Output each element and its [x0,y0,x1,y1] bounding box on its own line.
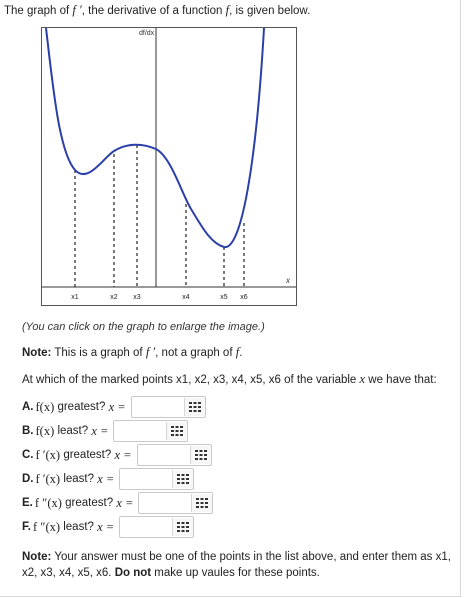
note-answer-format: Note: Your answer must be one of the points in the list above, and enter them as x1, x2, x3, x4, x5, x6. Do not make up vaules for these points. [22,551,451,579]
note-graph-of-fprime: Note: This is a graph of f ′, not a graph of f. [22,345,243,359]
question-b: B. f(x) least? x = [22,421,188,441]
answer-box-b [113,420,188,442]
marker-label-x6: x6 [240,294,248,301]
keypad-icon[interactable] [190,446,211,464]
marker-label-x3: x3 [133,294,141,301]
question-c: C. f ′(x) greatest? x = [22,445,212,465]
question-d: D. f ′(x) least? x = [22,469,194,489]
derivative-graph[interactable] [41,27,297,306]
keypad-icon[interactable] [166,422,187,440]
marker-label-x5: x5 [220,294,228,301]
answer-box-f [119,516,194,538]
answer-box-a [131,396,206,418]
question-f: F. f ″(x) least? x = [22,517,194,537]
graph-frame [42,28,297,306]
f-symbol: f [225,3,230,17]
marker-label-x2: x2 [110,294,118,301]
answer-box-e [138,492,213,514]
question-prompt: At which of the marked points x1, x2, x3, x4, x5, x6 of the variable x we have that: [22,372,437,386]
marker-label-x1: x1 [71,294,79,301]
keypad-icon[interactable] [172,518,193,536]
answer-box-c [137,444,212,466]
answer-input-e[interactable] [139,494,191,512]
intro-text: The graph of f ′, the derivative of a function f, is given below. [4,3,311,17]
keypad-icon[interactable] [184,398,205,416]
x-axis-label: x [286,276,290,285]
f-prime-symbol: f ′ [72,3,82,17]
answer-box-d [119,468,194,490]
marker-label-x4: x4 [182,294,190,301]
answer-input-f[interactable] [120,518,172,536]
answer-input-c[interactable] [138,446,190,464]
answer-input-a[interactable] [132,398,184,416]
answer-input-b[interactable] [114,422,166,440]
question-a: A. f(x) greatest? x = [22,397,206,417]
y-axis-label: df/dx [139,30,155,37]
enlarge-caption: (You can click on the graph to enlarge the image.) [22,321,265,333]
answer-input-d[interactable] [120,470,172,488]
keypad-icon[interactable] [191,494,212,512]
keypad-icon[interactable] [172,470,193,488]
question-e: E. f ″(x) greatest? x = [22,493,213,513]
